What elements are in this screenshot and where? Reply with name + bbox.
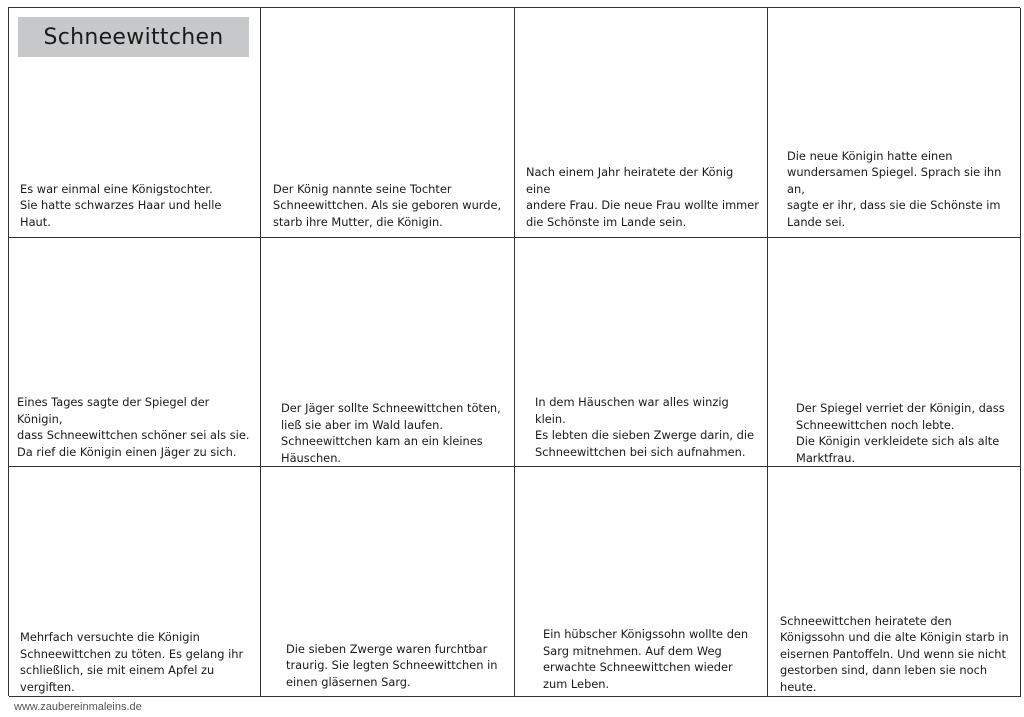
story-card-3 xyxy=(515,8,768,238)
story-card-5 xyxy=(9,238,261,467)
story-card-text: Eines Tages sagte der Spiegel der Königin, dass Schneewittchen schöner sei als sie. Da rief die Königin einen Jäger zu sich. xyxy=(17,395,250,459)
story-card-1 xyxy=(9,8,261,238)
story-card-text: Mehrfach versuchte die Königin Schneewittchen zu töten. Es gelang ihr schließlich, sie mit einem Apfel zu vergiften. xyxy=(20,630,244,694)
story-card-8 xyxy=(768,238,1021,467)
story-card-text: Schneewittchen heiratete den Königssohn und die alte Königin starb in eisernen Pantoffeln. Und wenn sie nicht gestorben sind, dann leben sie noch heute. xyxy=(780,613,1009,694)
story-card-text: Die neue Königin hatte einen wundersamen Spiegel. Sprach sie ihn an, sagte er ihr, dass sie die Schönste im Lande sei. xyxy=(787,148,1002,229)
story-card-6 xyxy=(261,238,515,467)
story-card-grid xyxy=(8,7,1020,696)
story-card-12 xyxy=(768,467,1021,697)
story-card-text: Nach einem Jahr heiratete der König eine andere Frau. Die neue Frau wollte immer die Schönste im Lande sein. xyxy=(526,165,759,229)
story-card-4 xyxy=(768,8,1021,238)
story-card-text: Es war einmal eine Königstochter. Sie hatte schwarzes Haar und helle Haut. xyxy=(20,181,222,229)
story-card-text: In dem Häuschen war alles winzig klein. Es lebten die sieben Zwerge darin, die Schneewittchen bei sich aufnahmen. xyxy=(535,395,755,459)
story-card-text: Der Jäger sollte Schneewittchen töten, ließ sie aber im Wald laufen. Schneewittchen kam an ein kleines Häuschen. xyxy=(281,401,501,465)
story-card-7 xyxy=(515,238,768,467)
worksheet-title: Schneewittchen xyxy=(18,17,249,57)
footer-website: www.zaubereinmaleins.de xyxy=(14,701,142,713)
story-card-text: Ein hübscher Königssohn wollte den Sarg mitnehmen. Auf dem Weg erwachte Schneewittchen wieder zum Leben. xyxy=(543,627,749,691)
story-card-10 xyxy=(261,467,515,697)
story-card-11 xyxy=(515,467,768,697)
story-card-text: Die sieben Zwerge waren furchtbar traurig. Sie legten Schneewittchen in einen gläsernen Sarg. xyxy=(286,641,498,689)
story-card-2 xyxy=(261,8,515,238)
story-card-text: Der König nannte seine Tochter Schneewittchen. Als sie geboren wurde, starb ihre Mutter, die Königin. xyxy=(273,181,502,229)
story-card-9 xyxy=(9,467,261,697)
story-card-text: Der Spiegel verriet der Königin, dass Schneewittchen noch lebte. Die Königin verkleidete sich als alte Marktfrau. xyxy=(796,401,1005,465)
